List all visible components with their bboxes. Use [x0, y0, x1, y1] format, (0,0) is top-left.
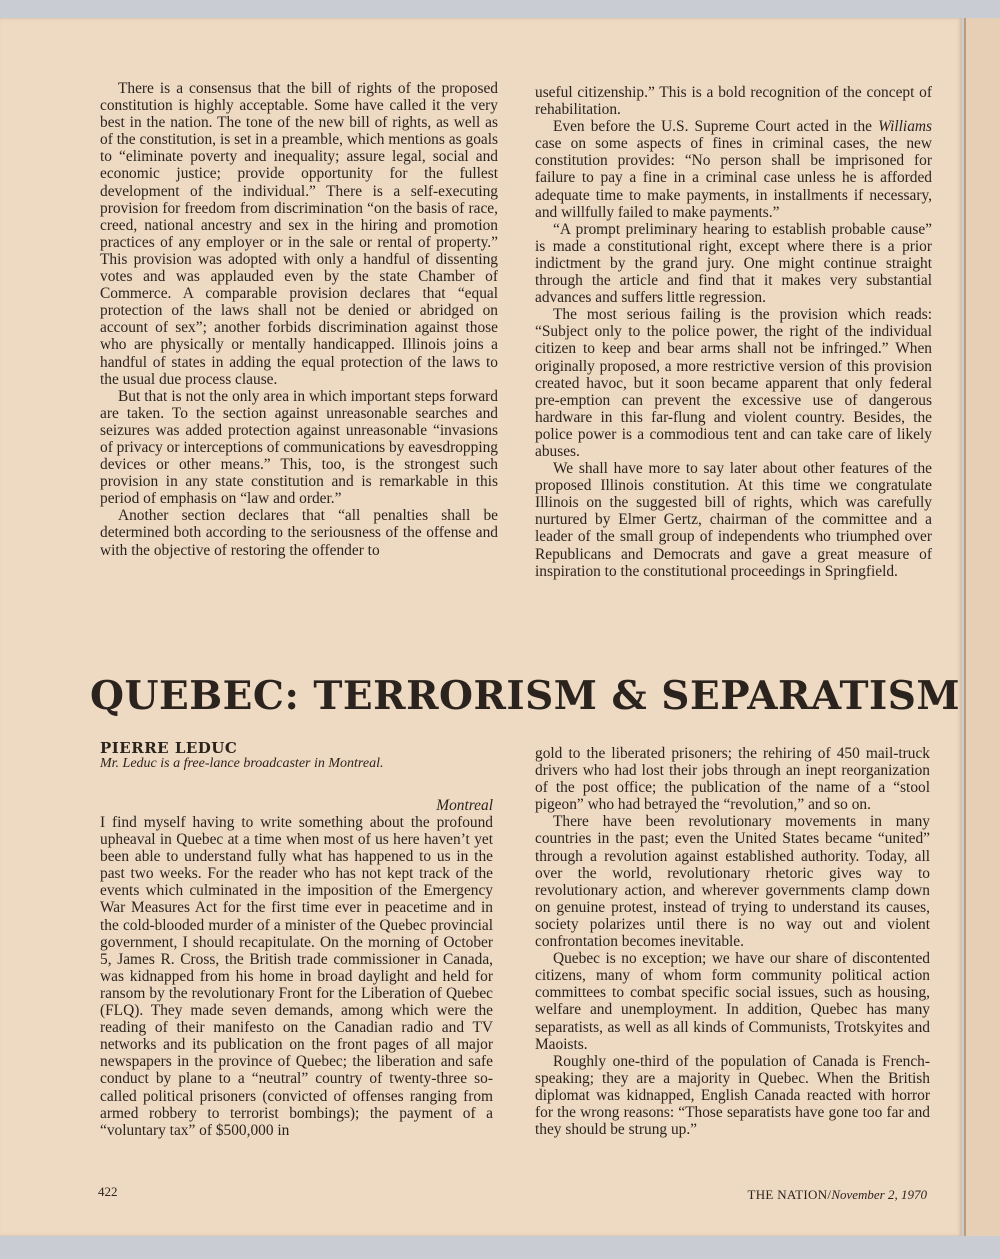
running-footer	[705, 1187, 927, 1203]
article-headline: QUEBEC: TERRORISM & SEPARATISM	[90, 673, 961, 719]
dateline: Montreal	[436, 797, 493, 814]
paragraph: “A prompt preliminary hearing to establish probable cause” is made a constitutional right, except where there is a prior indictment by the grand jury. One might continue straight through the article and find that it makes very substantial advances and suffers little regression.	[535, 220, 932, 307]
paragraph	[535, 118, 932, 221]
facing-page-edge	[964, 18, 1000, 1236]
paragraph: Another section declares that “all penalties shall be determined both according to the seriousness of the offense and with the objective of restoring the offender to	[100, 507, 498, 559]
paragraph: Roughly one-third of the population of Canada is French-speaking; they are a majority in Quebec. When the British diplomat was kidnapped, English Canada reacted with horror for the wrong reasons: “Those separatists have gone too far and they should be strung up.”	[535, 1052, 930, 1139]
paragraph: useful citizenship.” This is a bold recognition of the concept of rehabilitation.	[535, 84, 932, 119]
author-note: Mr. Leduc is a free-lance broadcaster in Montreal.	[100, 756, 384, 771]
top-left-column	[100, 80, 498, 559]
author-byline: PIERRE LEDUC	[100, 739, 238, 757]
paragraph: There have been revolutionary movements in many countries in the past; even the United States became “united” through a revolution against established authority. Today, all over the world, revolutionary rhetoric gives way to revolutionary action, and wherever governments clamp down on genuine protest, instead of trying to understand its causes, society polarizes until there is no way out and violent confrontation becomes inevitable.	[535, 813, 930, 951]
paragraph: We shall have more to say later about other features of the proposed Illinois constitution. At this time we congratulate Illinois on the suggested bill of rights, which was carefully nurtured by Elmer Gertz, chairman of the committee and a leader of the small group of independents who triumphed over Republicans and Democrats and gave a great measure of inspiration to the constitutional proceedings in Springfield.	[535, 460, 932, 580]
paragraph: But that is not the only area in which important steps forward are taken. To the section against unreasonable searches and seizures was added protection against unreasonable “invasions of privacy or interceptions of communications by eavesdropping devices or other means.” This, too, is the strongest such provision in any state constitution and is remarkable in this period of emphasis on “law and order.”	[100, 387, 498, 508]
magazine-name: THE NATION/	[747, 1187, 832, 1202]
magazine-page	[0, 18, 962, 1236]
paragraph: gold to the liberated prisoners; the rehiring of 450 mail-truck drivers who had lost their jobs through an inept reorganization of the post office; the publication of the name of a “stool pigeon” who had betrayed the “revolution,” and so on.	[535, 745, 930, 814]
bottom-right-column	[535, 745, 930, 1138]
paragraph: Quebec is no exception; we have our share of discontented citizens, many of whom form community political action committees to combat specific social issues, such as housing, welfare and unemployment. In addition, Quebec has many separatists, as well as all kinds of Communists, Trotskyites and Maoists.	[535, 950, 930, 1053]
paragraph: There is a consensus that the bill of rights of the proposed constitution is highly acceptable. Some have called it the very best in the nation. The tone of the new bill of rights, as well as of the constitution, is set in a preamble, which mentions as goals to “eliminate poverty and inequality; assure legal, social and economic justice; provide opportunity for the fullest development of the individual.” There is a self-executing provision for freedom from discrimination “on the basis of race, creed, national ancestry and sex in the hiring and promotion practices of any employer or in the sale or rental of property.” This provision was adopted with only a handful of dissenting votes and was applauded even by the state Chamber of Commerce. A comparable provision declares that “equal protection of the laws shall not be denied or abridged on account of sex”; another forbids discrimination against those who are physically or mentally handicapped. Illinois joins a handful of states in adding the equal protection of the laws to the usual due process clause.	[100, 80, 498, 388]
issue-date: November 2, 1970	[831, 1187, 927, 1202]
page-number: 422	[98, 1184, 118, 1199]
paragraph: The most serious failing is the provision which reads: “Subject only to the police power, the right of the individual citizen to keep and bear arms shall not be infringed.” When originally proposed, a more restrictive version of this provision created havoc, but it soon became apparent that only federal pre-emption can prevent the excessive use of dangerous hardware in this far-flung and violent country. Besides, the police power is a commodious tent and can take care of likely abuses.	[535, 306, 932, 460]
paragraph: I find myself having to write something about the profound upheaval in Quebec at a time when most of us here haven’t yet been able to understand fully what has happened to us in the past two weeks. For the reader who has not kept track of the events which culminated in the imposition of the Emergency War Measures Act for the first time ever in peacetime and in the cold-blooded murder of a minister of the Quebec provincial government, I should recapitulate. On the morning of October 5, James R. Cross, the British trade commissioner in Canada, was kidnapped from his home in broad daylight and held for ransom by the revolutionary Front for the Liberation of Quebec (FLQ). They made seven demands, among which were the reading of their manifesto on the Canadian radio and TV networks and its publication on the front pages of all major newspapers in the province of Quebec; the liberation and safe conduct by plane to a “neutral” country of twenty-three so-called political prisoners (convicted of offenses ranging from armed robbery to terrorist bombings); the payment of a “voluntary tax” of $500,000 in	[100, 814, 493, 1139]
case-name: Williams	[878, 118, 932, 136]
text-span: Even before the U.S. Supreme Court acted in the	[553, 118, 872, 136]
top-right-column	[535, 84, 932, 580]
bottom-left-column	[100, 814, 493, 1139]
text-span: case on some aspects of fines in criminal cases, the new constitution provides: “No person shall be imprisoned for failure to pay a fine in a criminal case unless he is afforded adequate time to make payments, in installments if necessary, and willfully failed to make payments.”	[535, 135, 932, 221]
